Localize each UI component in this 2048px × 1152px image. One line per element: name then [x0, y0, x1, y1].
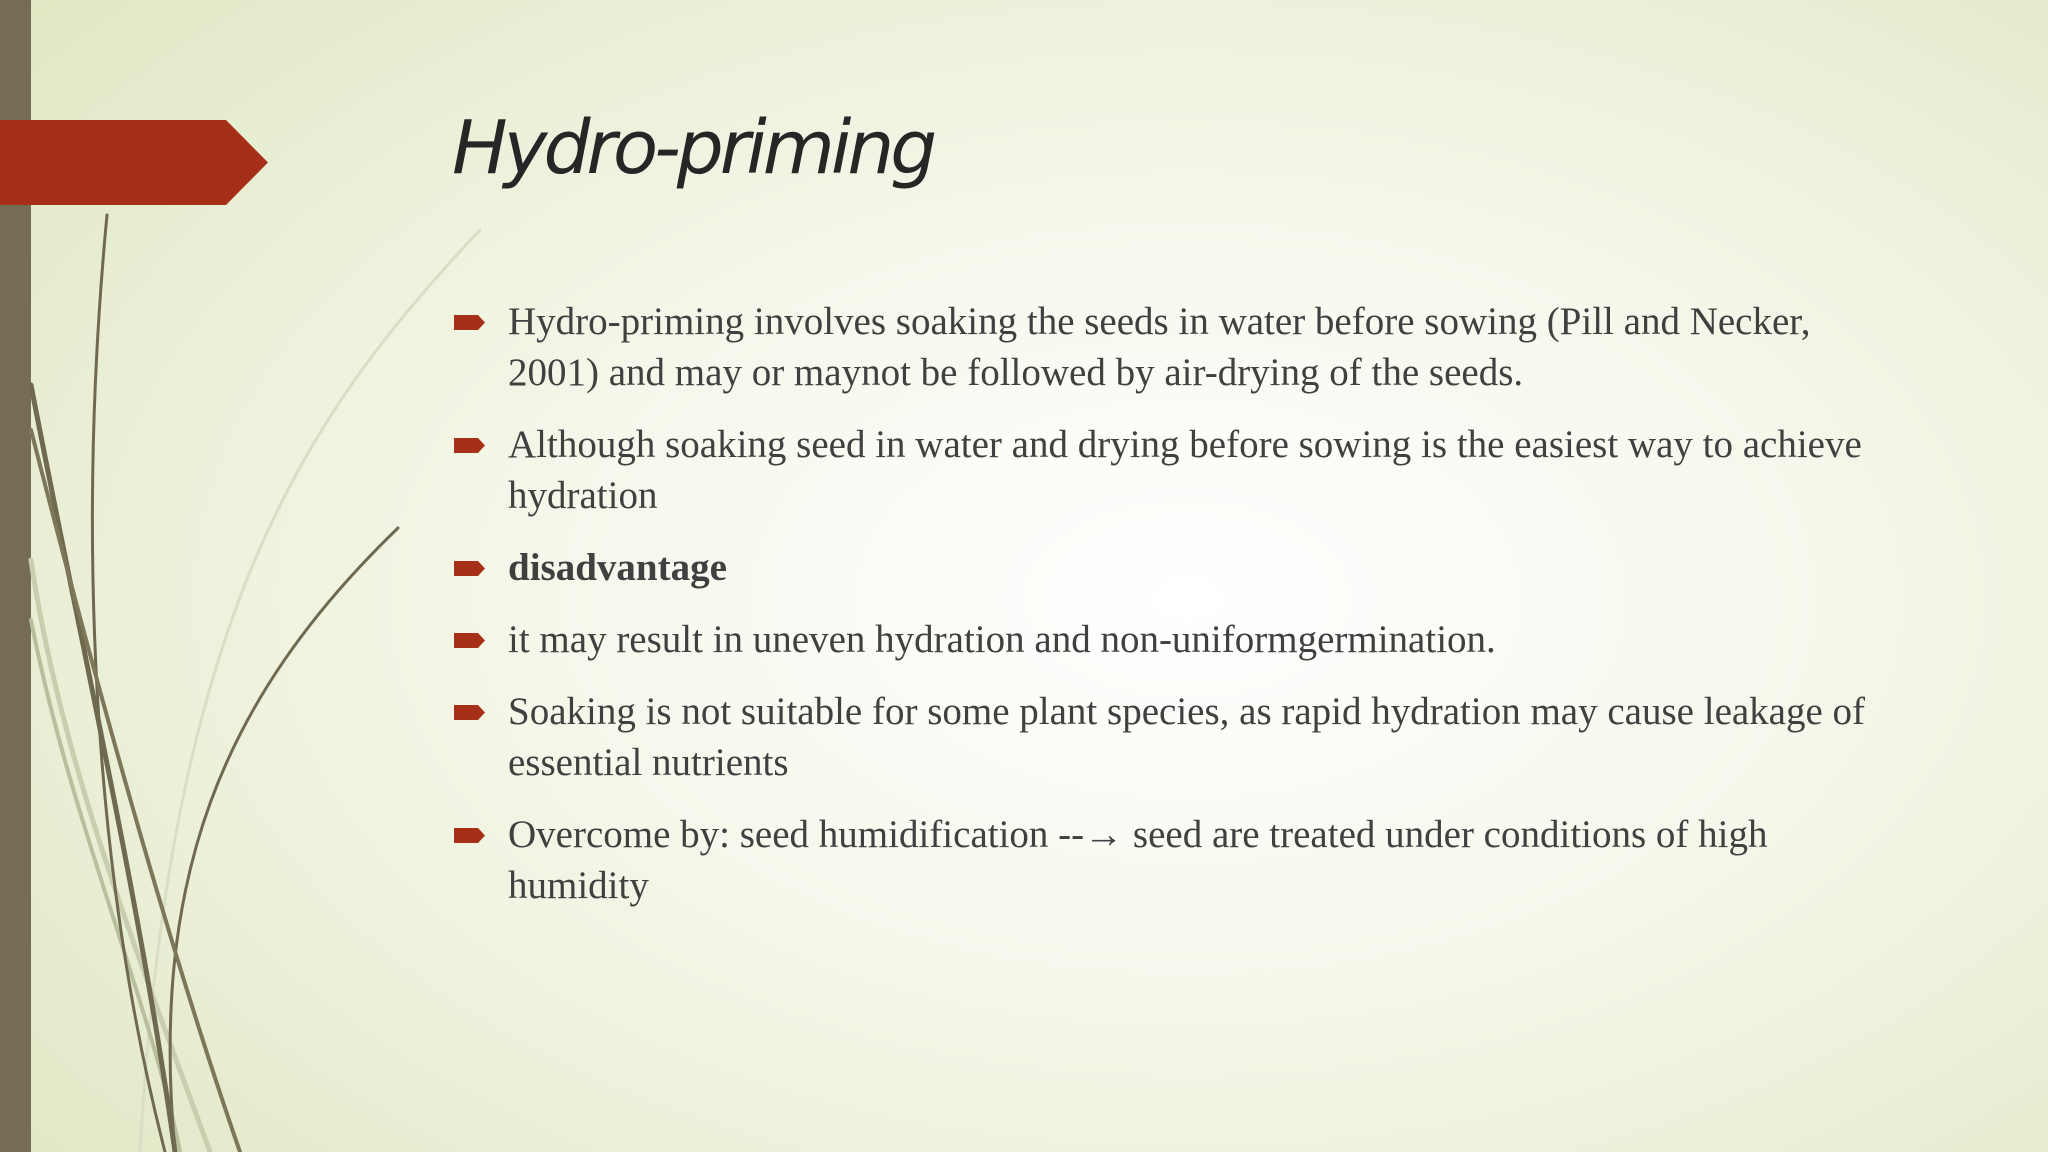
bullet-text: Although soaking seed in water and drying before sowing is the easiest way to achieve hydration — [508, 423, 1862, 517]
slide-title: Hydro-priming — [452, 105, 934, 191]
bullet-text: it may result in uneven hydration and non-uniformgermination. — [508, 618, 1496, 661]
bullet-item — [452, 542, 1902, 593]
title-accent-tab — [0, 120, 268, 205]
bullet-text: disadvantage — [508, 546, 727, 589]
bullet-item — [452, 614, 1902, 665]
bullet-text: Soaking is not suitable for some plant species, as rapid hydration may cause leakage of essential nutrients — [508, 690, 1866, 784]
bullet-text: Overcome by: seed humidification --→ seed are treated under conditions of high humidity — [508, 813, 1768, 907]
arrow-tab-icon — [454, 561, 485, 576]
bullet-text: Hydro-priming involves soaking the seeds in water before sowing (Pill and Necker, 2001) and may or maynot be followed by air-drying of the seeds. — [508, 300, 1811, 394]
arrow-tab-icon — [454, 315, 485, 330]
arrow-tab-icon — [454, 828, 485, 843]
bullet-item — [452, 296, 1902, 398]
bullet-list — [452, 296, 1902, 932]
bullet-item — [452, 809, 1902, 911]
arrow-tab-icon — [454, 633, 485, 648]
arrow-tab-icon — [454, 438, 485, 453]
bullet-item — [452, 419, 1902, 521]
bullet-item — [452, 686, 1902, 788]
arrow-tab-icon — [454, 705, 485, 720]
